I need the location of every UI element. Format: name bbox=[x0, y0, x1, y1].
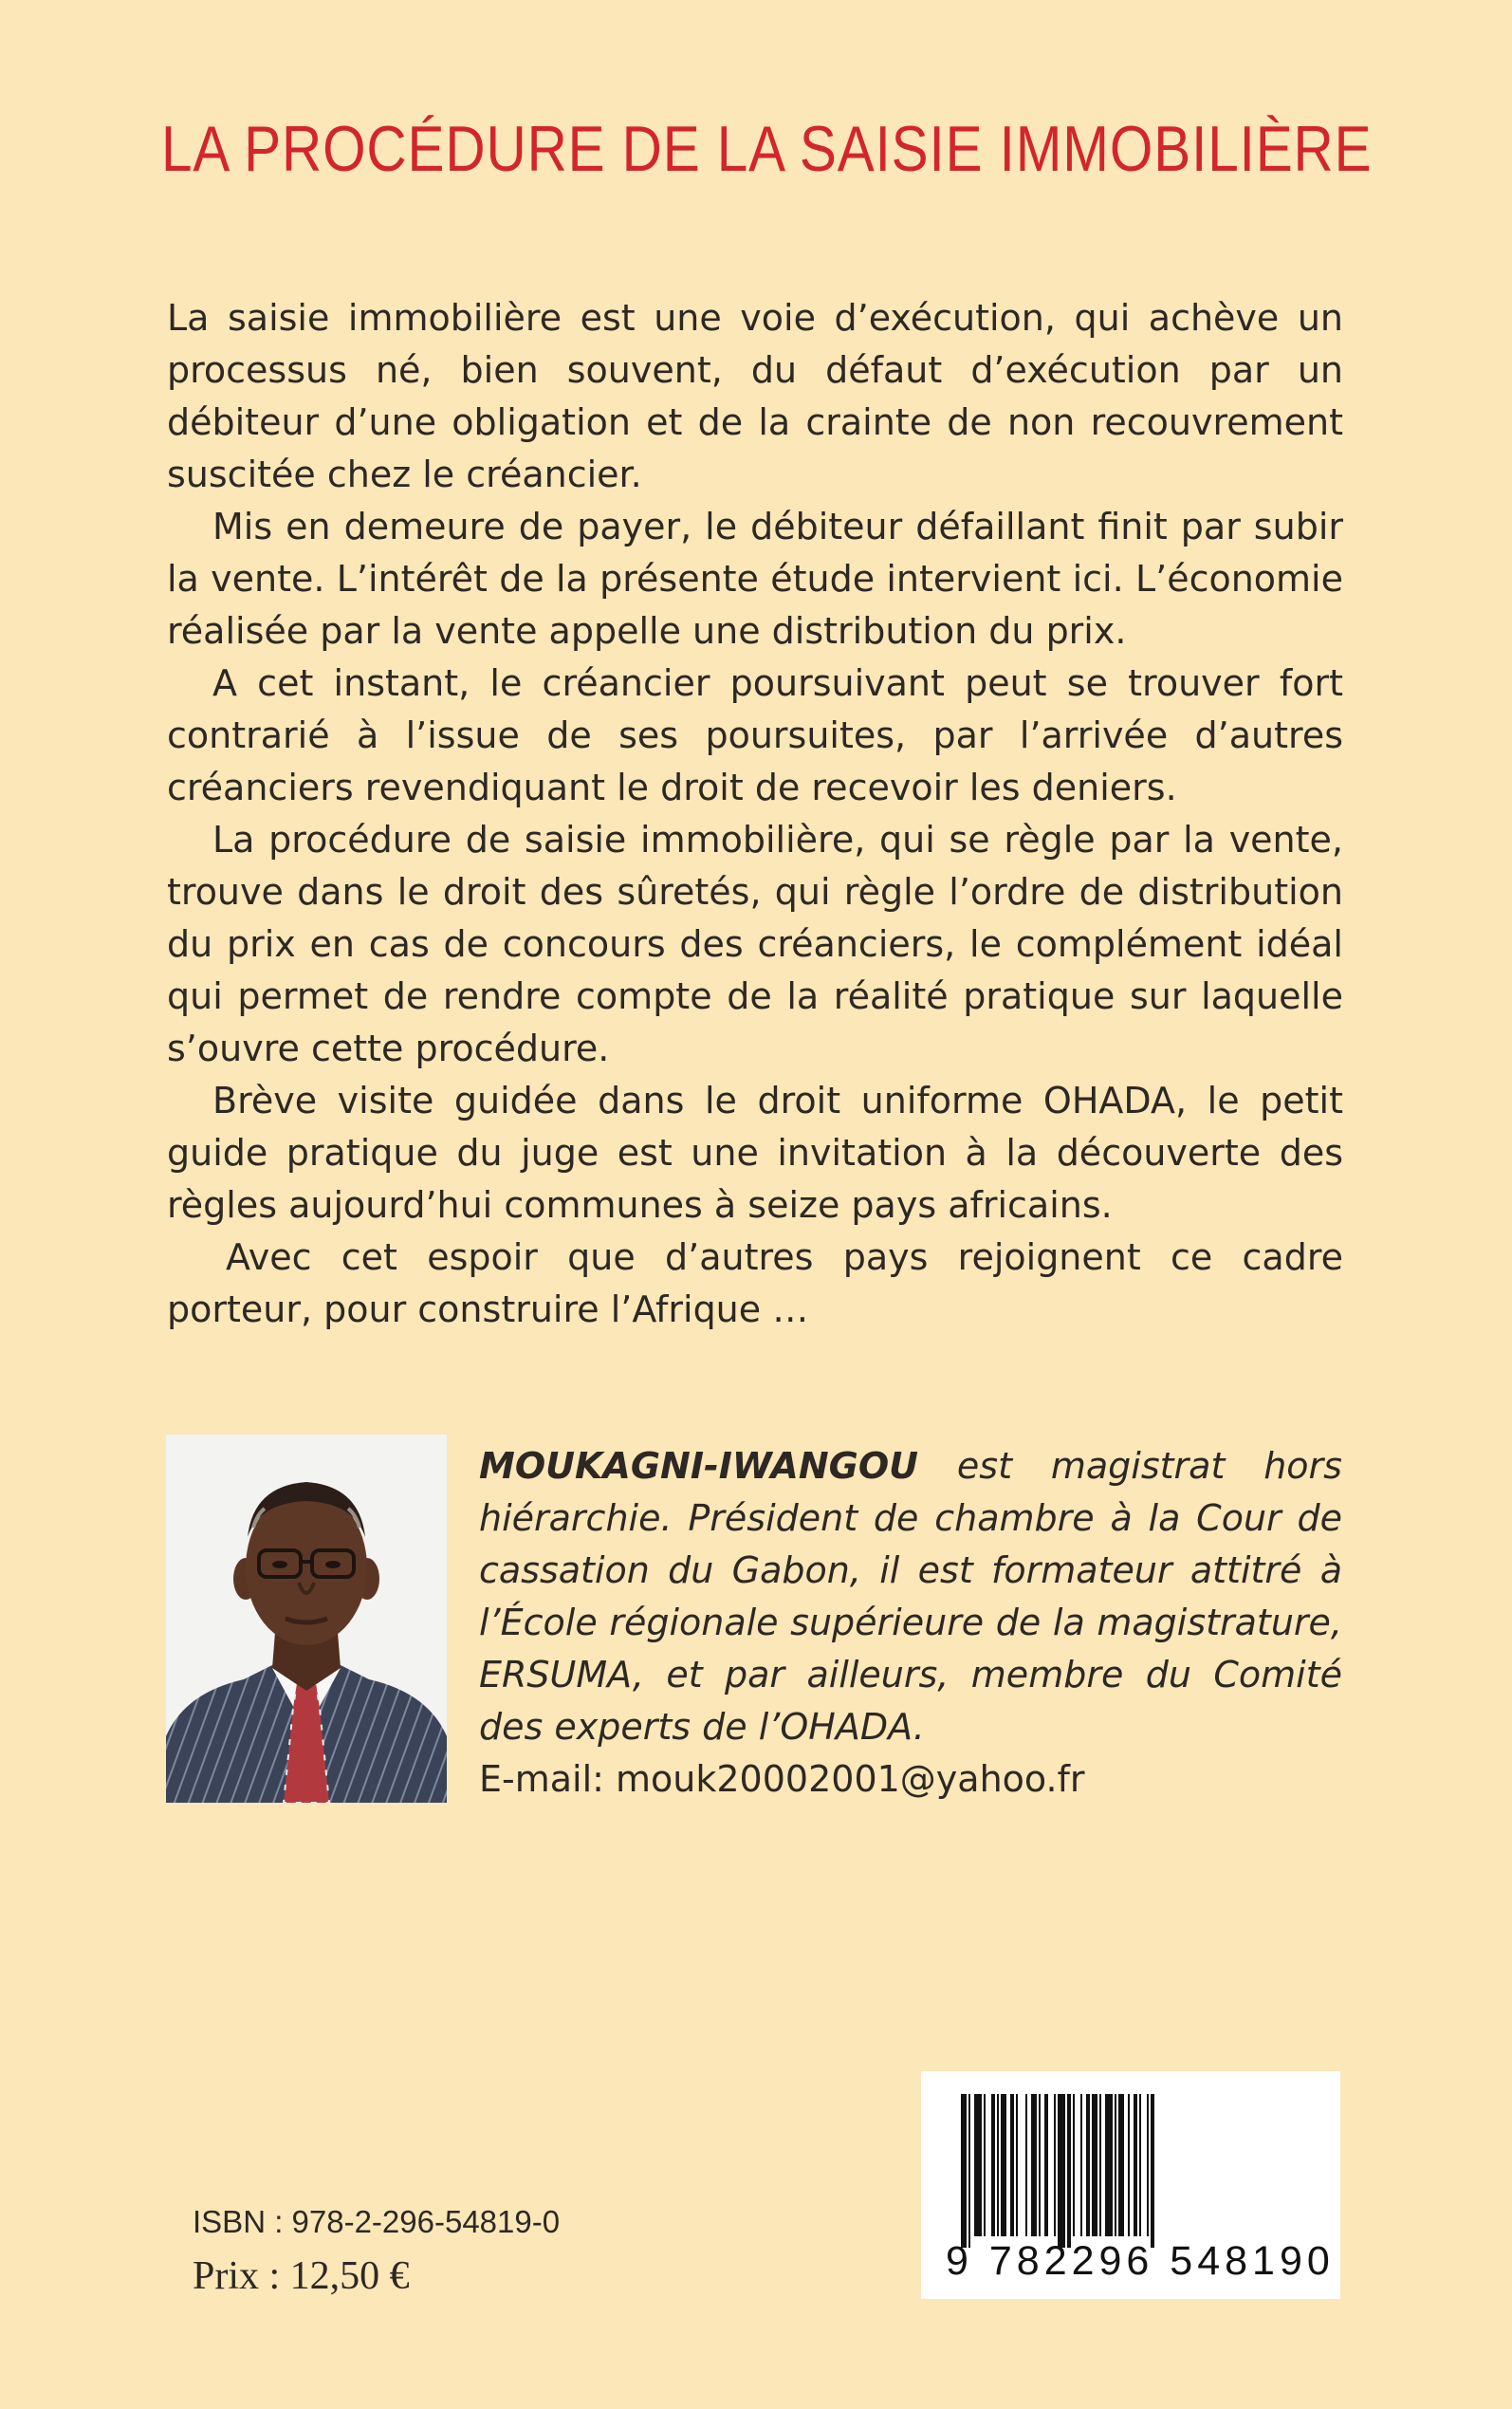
paragraph: La saisie immobilière est une voie d’exécution, qui achève un processus né, bien souvent, du défaut d’exécution par un débiteur d’une obligation et de la crainte de non recouvrement suscitée chez le créancier. bbox=[167, 297, 1343, 495]
barcode-digits: 9 782296 548190 bbox=[946, 2238, 1335, 2284]
paragraph: La procédure de saisie immobilière, qui se règle par la vente, trouve dans le droit des sûretés, qui règle l’ordre de distribution du prix en cas de concours des créanciers, le complément idéal qui permet de rendre compte de la réalité pratique sur laquelle s’ouvre cette procédure. bbox=[167, 819, 1343, 1069]
paragraph: A cet instant, le créancier poursuivant peut se trouver fort contrarié à l’issue de ses poursuites, par l’arrivée d’autres créanciers revendiquant le droit de recevoir les deniers. bbox=[167, 662, 1343, 808]
author-photo bbox=[166, 1435, 447, 1803]
author-bio-text: est magistrat hors hiérarchie. Président de chambre à la Cour de cassation du Gabon, il est formateur attitré à l’École régionale supérieure de la magistrature, ERSUMA, et par ailleurs, membre du Comité des experts de l’OHADA. bbox=[479, 1445, 1342, 1748]
barcode bbox=[921, 2071, 1340, 2299]
price: Prix : 12,50 € bbox=[193, 2254, 410, 2298]
paragraph: Mis en demeure de payer, le débiteur défaillant finit par subir la vente. L’intérêt de la présente étude intervient ici. L’économie réalisée par la vente appelle une distribution du prix. bbox=[167, 506, 1343, 652]
author-description bbox=[479, 1440, 1342, 1753]
author-email: E-mail: mouk20002001@yahoo.fr bbox=[479, 1758, 1085, 1800]
author-bio bbox=[479, 1440, 1342, 1806]
paragraph: Brève visite guidée dans le droit uniforme OHADA, le petit guide pratique du juge est une invitation à la découverte des règles aujourd’hui communes à seize pays africains. bbox=[167, 1080, 1343, 1226]
book-title: LA PROCÉDURE DE LA SAISIE IMMOBILIÈRE bbox=[161, 113, 1373, 185]
paragraph: Avec cet espoir que d’autres pays rejoignent ce cadre porteur, pour construire l’Afrique … bbox=[167, 1236, 1343, 1330]
back-cover-text bbox=[167, 292, 1343, 1336]
author-name: MOUKAGNI-IWANGOU bbox=[479, 1445, 918, 1487]
isbn: ISBN : 978-2-296-54819-0 bbox=[193, 2204, 561, 2239]
